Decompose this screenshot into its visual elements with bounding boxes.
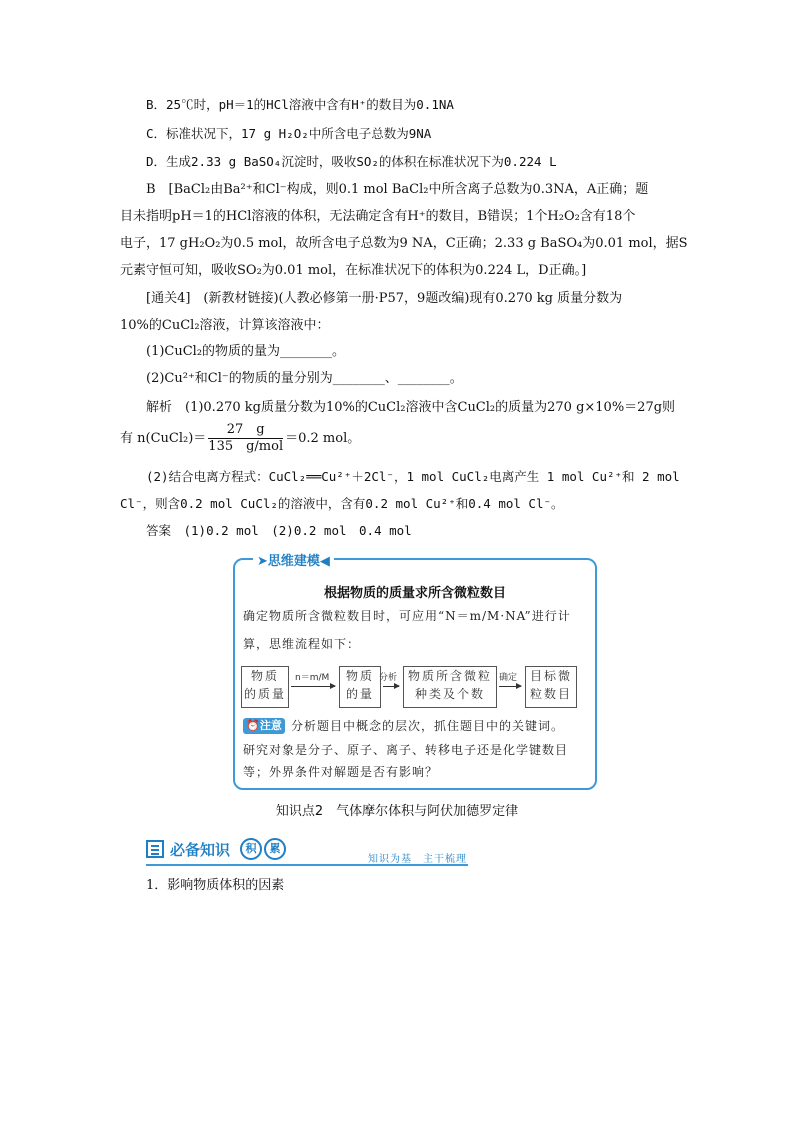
solution-line-3: (2)结合电离方程式：CuCl₂══Cu²⁺＋2Cl⁻，1 mol CuCl₂电离产生 1 mol Cu²⁺和 2 mol <box>146 469 680 484</box>
notebook-icon <box>146 840 164 858</box>
formula-suffix: ＝0.2 mol。 <box>285 431 361 446</box>
thinking-model-box <box>233 554 597 790</box>
solution-line-1: 解析 (1)0.270 kg质量分数为10%的CuCl₂溶液中含CuCl₂的质量为270 g×10%＝27g则 <box>146 400 676 415</box>
option-b: B．25℃时，pH＝1的HCl溶液中含有H⁺的数目为0.1NA <box>146 97 454 112</box>
answer-line-3: 电子，17 gH₂O₂为0.5 mol，故所含电子总数为9 NA，C正确；2.33 g BaSO₄为0.01 mol，据S <box>120 236 688 251</box>
section-header <box>146 838 468 866</box>
thinking-model-title: 根据物质的质量求所含微粒数目 <box>323 586 506 601</box>
answer-line-2: 目未指明pH＝1的HCl溶液的体积，无法确定含有H⁺的数目，B错误；1个H₂O₂含有18个 <box>120 209 636 224</box>
option-c: C．标准状况下，17 g H₂O₂中所含电子总数为9NA <box>146 126 432 141</box>
flow-arrow-2 <box>383 686 399 687</box>
section-subtitle: 知识为基 主干梳理 <box>368 854 467 865</box>
formula-denominator: 135 g/mol <box>208 439 284 454</box>
flow-node-target: 目标微 粒数目 <box>525 666 577 708</box>
problem-4-q2: (2)Cu²⁺和Cl⁻的物质的量分别为________、________。 <box>146 371 463 386</box>
problem-4-line-2: 10%的CuCl₂溶液，计算该溶液中： <box>120 318 330 333</box>
answer-line-4: 元素守恒可知，吸收SO₂为0.01 mol，在标准状况下的体积为0.224 L，D正确。] <box>120 263 587 278</box>
item-1: 1．影响物质体积的因素 <box>146 878 285 893</box>
thinking-model-text-2: 算，思维流程如下： <box>243 637 361 651</box>
seal-lei: 累 <box>264 838 286 860</box>
solution-formula <box>120 422 360 455</box>
note-badge: ⏰注意 <box>243 718 285 734</box>
thinking-model-tag: ➤思维建模◀ <box>253 550 334 569</box>
note-text-3: 等；外界条件对解题是否有影响？ <box>243 765 439 779</box>
option-d: D．生成2.33 g BaSO₄沉淀时，吸收SO₂的体积在标准状况下为0.224 L <box>146 154 557 169</box>
flow-arrow-1 <box>291 686 335 687</box>
problem-4-q1: (1)CuCl₂的物质的量为________。 <box>146 344 346 359</box>
note-text-1: 分析题目中概念的层次，抓住题目中的关键词。 <box>291 719 565 733</box>
answer-summary: 答案 (1)0.2 mol (2)0.2 mol 0.4 mol <box>146 523 412 538</box>
flow-node-particles: 物质所含微粒 种类及个数 <box>403 666 497 708</box>
flow-node-amount: 物质 的量 <box>339 666 381 708</box>
formula-fraction <box>208 422 283 455</box>
flow-node-mass: 物质 的质量 <box>241 666 289 708</box>
solution-line-4: Cl⁻，则含0.2 mol CuCl₂的溶液中，含有0.2 mol Cu²⁺和0.4 mol Cl⁻。 <box>120 496 564 511</box>
flow-arrow-2-label: 分析 <box>379 673 398 683</box>
seal-ji: 积 <box>240 838 262 860</box>
section-title: 必备知识 <box>170 841 231 859</box>
thinking-model-text-1: 确定物质所含微粒数目时，可应用“N＝m/M·NA”进行计 <box>243 609 571 623</box>
flow-arrow-3-label: 确定 <box>499 673 518 683</box>
problem-4-line-1: [通关4] (新教材链接)(人教必修第一册·P57，9题改编)现有0.270 kg 质量分数为 <box>146 291 623 306</box>
note-text-2: 研究对象是分子、原子、离子、转移电子还是化学键数目 <box>243 743 569 757</box>
flow-arrow-1-label: n＝m/M <box>295 673 330 683</box>
formula-prefix: 有 n(CuCl₂)＝ <box>120 431 207 446</box>
knowledge-point-heading: 知识点2 气体摩尔体积与阿伏加德罗定律 <box>275 804 519 819</box>
answer-line-1: B [BaCl₂由Ba²⁺和Cl⁻构成，则0.1 mol BaCl₂中所含离子总数为0.3NA，A正确；题 <box>146 182 649 197</box>
formula-numerator: 27 g <box>208 422 283 439</box>
flow-arrow-3 <box>499 686 521 687</box>
